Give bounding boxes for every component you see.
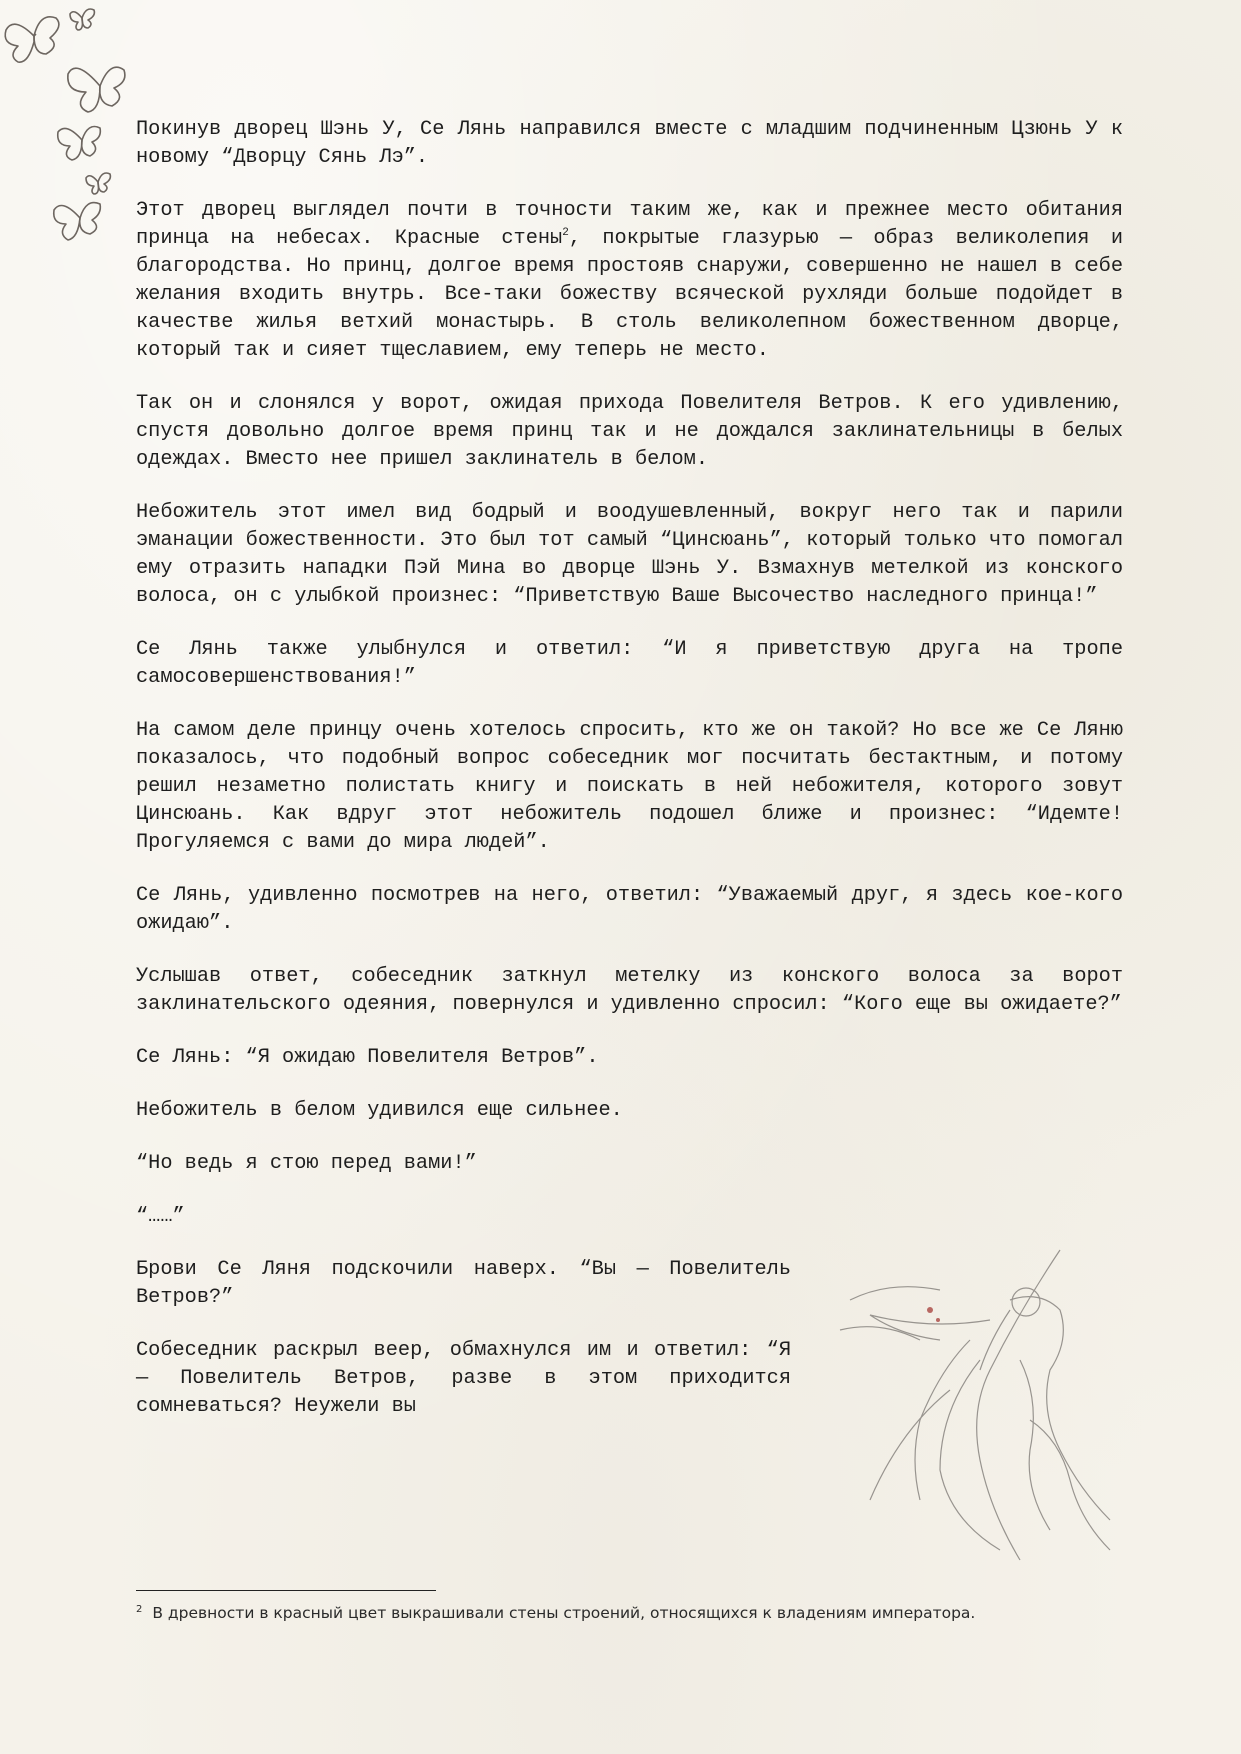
narrow-text-column [136, 1256, 791, 1421]
footnote-reference: 2 [562, 227, 569, 240]
paragraph-7: Се Лянь, удивленно посмотрев на него, ответил: “Уважаемый друг, я здесь кое-кого ожидаю”. [136, 884, 1123, 935]
paragraph-1: Покинув дворец Шэнь У, Се Лянь направился вместе с младшим подчиненным Цзюнь У к новому “Дворцу Сянь Лэ”. [136, 118, 1123, 169]
footnote-separator [136, 1590, 436, 1591]
paragraph-4: Небожитель этот имел вид бодрый и воодушевленный, вокруг него так и парили эманации божественности. Это был тот самый “Цинсюань”, который только что помогал ему отразить нападки Пэй Мина во дворце Шэнь У. Взмахнув метелкой из конского волоса, он с улыбкой произнес: “Приветствую Ваше Высочество наследного принца!” [136, 501, 1123, 608]
paragraph-3: Так он и слонялся у ворот, ожидая прихода Повелителя Ветров. К его удивлению, спустя довольно долгое время принц так и не дождался заклинательницы в белых одеждах. Вместо нее пришел заклинатель в белом. [136, 392, 1123, 471]
paragraph-8: Услышав ответ, собеседник заткнул метелку из конского волоса за ворот заклинательского одеяния, повернулся и удивленно спросил: “Кого еще вы ожидаете?” [136, 965, 1123, 1016]
footnote-text: В древности в красный цвет выкрашивали стены строений, относящихся к владениям императора. [152, 1604, 976, 1623]
paragraph-13: Брови Се Ляня подскочили наверх. “Вы — Повелитель Ветров?” [136, 1258, 791, 1309]
paragraph-14: Собеседник раскрыл веер, обмахнулся им и ответил: “Я — Повелитель Ветров, разве в этом приходится сомневаться? Неужели вы [136, 1339, 791, 1418]
paragraph-10: Небожитель в белом удивился еще сильнее. [136, 1099, 623, 1122]
footnote [136, 1604, 1116, 1622]
paragraph-2-end: , покрытые глазурью — образ великолепия и благородства. Но принц, долгое время простояв снаружи, совершенно не нашел в себе желания входить внутрь. Все-таки божеству всяческой рухляди больше подойдет в качестве жилья ветхий монастырь. В столь великолепном божественном дворце, который так и сияет тщеславием, ему теперь не место. [136, 227, 1123, 362]
butterfly-decoration-icon [0, 0, 140, 250]
paragraph-12: “……” [136, 1205, 185, 1228]
paragraph-6: На самом деле принцу очень хотелось спросить, кто же он такой? Но все же Се Ляню показалось, что подобный вопрос собеседник мог посчитать бестактным, и потому решил незаметно полистать книгу и поискать в ней небожителя, которого зовут Цинсюань. Как вдруг этот небожитель подошел ближе и произнес: “Идемте! Прогуляемся с вами до мира людей”. [136, 719, 1123, 854]
swordsman-illustration [830, 1240, 1130, 1570]
footnote-number: 2 [136, 1604, 143, 1615]
paragraph-9: Се Лянь: “Я ожидаю Повелителя Ветров”. [136, 1046, 599, 1069]
paragraph-11: “Но ведь я стою перед вами!” [136, 1152, 477, 1175]
paragraph-5: Се Лянь также улыбнулся и ответил: “И я приветствую друга на тропе самосовершенствования!” [136, 638, 1123, 689]
paragraph-2-start: Этот дворец выглядел почти в точности таким же, как и прежнее место обитания принца на небесах. Красные стены [136, 199, 1123, 250]
paragraph-2 [136, 197, 1123, 365]
